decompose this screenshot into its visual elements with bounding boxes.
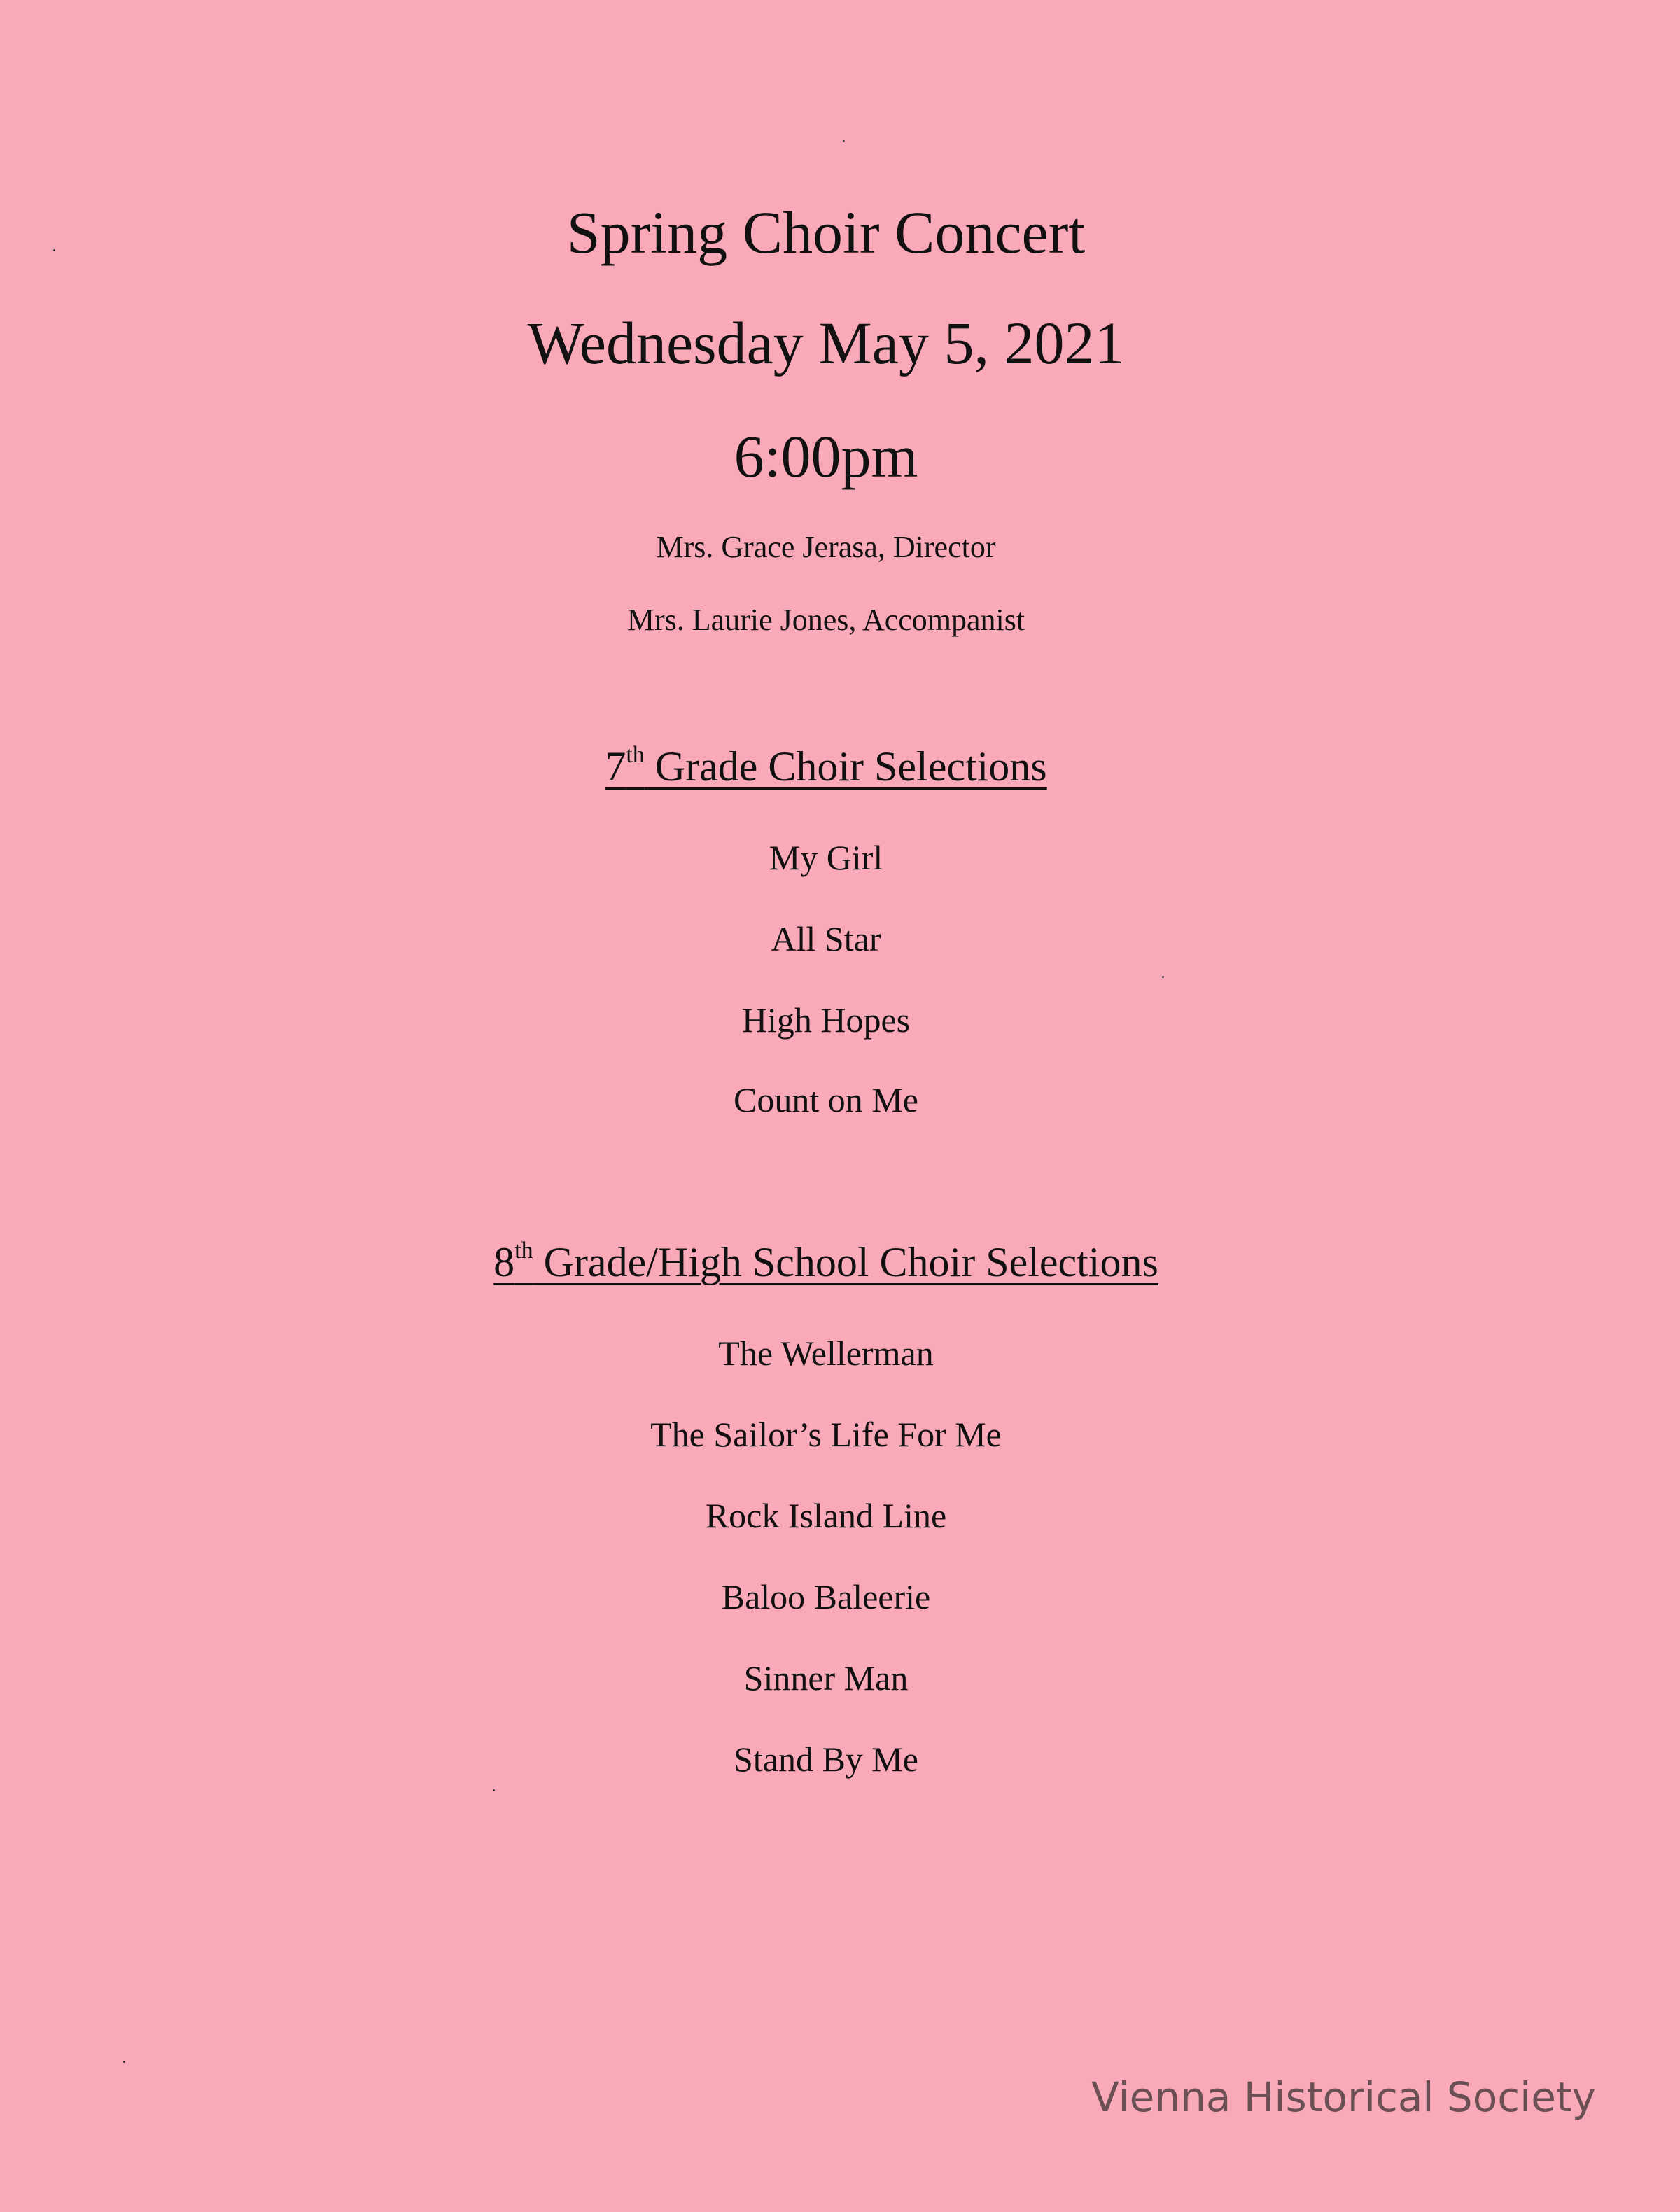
paper-speck xyxy=(493,1789,495,1791)
eighth-grade-song-5: Sinner Man xyxy=(743,1658,909,1698)
seventh-grade-song-2: All Star xyxy=(771,919,881,958)
eighth-grade-song-6: Stand By Me xyxy=(734,1740,918,1779)
seventh-grade-heading-sup: th xyxy=(626,742,645,768)
eighth-grade-song-2: The Sailor’s Life For Me xyxy=(650,1415,1002,1454)
eighth-grade-heading xyxy=(0,1238,1652,1287)
paper-speck xyxy=(843,140,845,142)
eighth-grade-heading-text: Grade/High School Choir Selections xyxy=(533,1239,1158,1285)
accompanist-credit: Mrs. Laurie Jones, Accompanist xyxy=(626,603,1026,637)
paper-speck xyxy=(1162,976,1164,978)
paper-speck xyxy=(123,2061,125,2063)
paper-speck xyxy=(53,249,55,251)
seventh-grade-heading-text: Grade Choir Selections xyxy=(644,743,1047,790)
director-credit: Mrs. Grace Jerasa, Director xyxy=(656,530,996,564)
concert-title: Spring Choir Concert xyxy=(566,199,1086,266)
eighth-grade-song-1: The Wellerman xyxy=(718,1334,934,1373)
watermark: Vienna Historical Society xyxy=(1091,2073,1596,2121)
concert-date: Wednesday May 5, 2021 xyxy=(527,309,1125,377)
eighth-grade-heading-num: 8 xyxy=(493,1239,515,1285)
seventh-grade-song-4: Count on Me xyxy=(734,1080,918,1119)
concert-time: 6:00pm xyxy=(734,423,918,490)
eighth-grade-song-4: Baloo Baleerie xyxy=(721,1577,931,1616)
eighth-grade-heading-sup: th xyxy=(514,1238,533,1264)
seventh-grade-song-1: My Girl xyxy=(769,838,883,877)
eighth-grade-song-3: Rock Island Line xyxy=(705,1496,947,1535)
seventh-grade-heading-num: 7 xyxy=(605,743,626,790)
seventh-grade-song-3: High Hopes xyxy=(741,1000,911,1040)
seventh-grade-heading xyxy=(0,742,1652,791)
